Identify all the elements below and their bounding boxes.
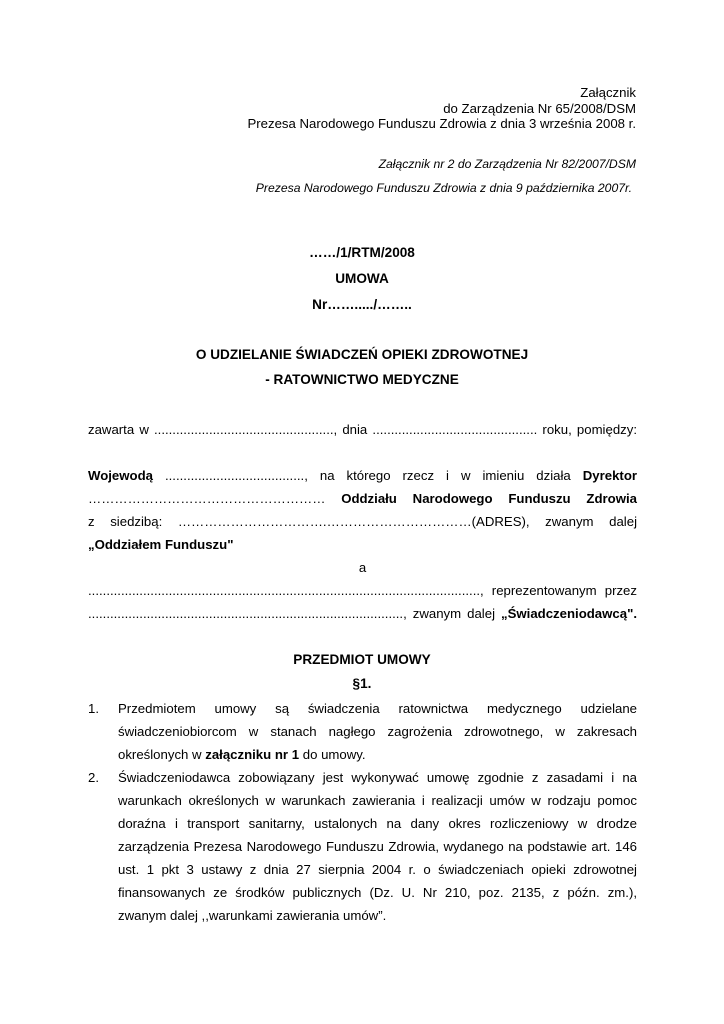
item-number: 1. xyxy=(88,701,99,716)
attachment-issuer: Prezesa Narodowego Funduszu Zdrowia z dnia 3 września 2008 r. xyxy=(247,116,636,131)
attachment-label: Załącznik xyxy=(580,85,636,100)
party-fund xyxy=(88,464,637,625)
concluded-line: zawarta w ................................................., dnia ............................................. roku, pomiędzy: xyxy=(88,422,637,437)
parties-section xyxy=(88,418,637,441)
conjunction-and: a xyxy=(358,560,367,575)
section-heading: PRZEDMIOT UMOWY xyxy=(293,652,431,667)
attachment-reference: załączniku nr 1 xyxy=(205,747,300,762)
list-item xyxy=(88,697,637,766)
provider-line: ..........................................................................................................., reprezentowanym przez xyxy=(88,583,637,598)
seat-line: z siedzibą: …………………………….……………………………(ADRES), zwanym dalej xyxy=(88,514,637,529)
item-1-line1: Przedmiotem umowy są świadczenia ratownictwa medycznego udzielane xyxy=(118,701,637,716)
item-2-text: Świadczeniodawca zobowiązany jest wykonywać umowę zgodnie z zasadami i na warunkach określonych w warunkach zawierania i realizacji umów w rodzaju pomoc doraźna i transport sanitarny, ustalonych na dany okres rozliczeniowy w drodze zarządzenia Prezesa Narodowego Funduszu Zdrowia, wydanego na podstawie art. 146 ust. 1 pkt 3 ustawy z dnia 27 sierpnia 2004 r. o świadczeniach opieki zdrowotnej finansowanych ze środków publicznych (Dz. U. Nr 210, poz. 2135, z późn. zm.), xyxy=(118,770,637,900)
list-item xyxy=(88,766,637,927)
item-2-last-line: zwanym dalej ,,warunkami zawierania umów”. xyxy=(118,908,387,923)
item-1-line3 xyxy=(118,743,637,766)
item-1-post: do umowy. xyxy=(302,747,366,762)
contract-reference: ……/1/RTM/2008 xyxy=(309,245,415,260)
previous-attachment-issuer: Prezesa Narodowego Funduszu Zdrowia z dnia 9 października 2007r. xyxy=(255,181,632,195)
contract-subject-line2: - RATOWNICTWO MEDYCZNE xyxy=(265,372,459,387)
item-1-line2: świadczeniobiorcom w stanach nagłego zagrożenia zdrowotnego, w zakresach xyxy=(118,724,637,739)
provider-called: ......................................................................................, zwanym dalej xyxy=(88,606,495,621)
voivode-text: ......................................, na którego rzecz i w imieniu działa xyxy=(164,468,571,483)
voivode-label: Wojewodą xyxy=(88,468,153,483)
director-name-dots: ……………………………………………… xyxy=(88,491,326,506)
branch-alias: „Oddziałem Funduszu" xyxy=(88,537,234,552)
director-label: Dyrektor xyxy=(582,468,638,483)
previous-attachment-label: Załącznik nr 2 do Zarządzenia Nr 82/2007/DSM xyxy=(378,157,636,171)
branch-name: Oddziału Narodowego Funduszu Zdrowia xyxy=(341,491,637,506)
branch-line xyxy=(88,487,637,510)
item-1-pre: określonych w xyxy=(118,747,202,762)
contract-title: UMOWA xyxy=(335,271,389,286)
contract-subject-line1: O UDZIELANIE ŚWIADCZEŃ OPIEKI ZDROWOTNEJ xyxy=(195,347,529,362)
voivode-line xyxy=(88,464,637,487)
paragraph-number: §1. xyxy=(352,676,372,691)
attachment-header xyxy=(247,85,636,132)
contract-number: Nr……...../…….. xyxy=(312,297,412,312)
previous-attachment-header xyxy=(256,152,636,200)
attachment-regulation: do Zarządzenia Nr 65/2008/DSM xyxy=(443,100,636,116)
provider-alias: „Świadczeniodawcą". xyxy=(501,606,637,621)
paragraph-items xyxy=(88,697,637,927)
item-number: 2. xyxy=(88,770,99,785)
provider-alias-line xyxy=(88,602,637,625)
